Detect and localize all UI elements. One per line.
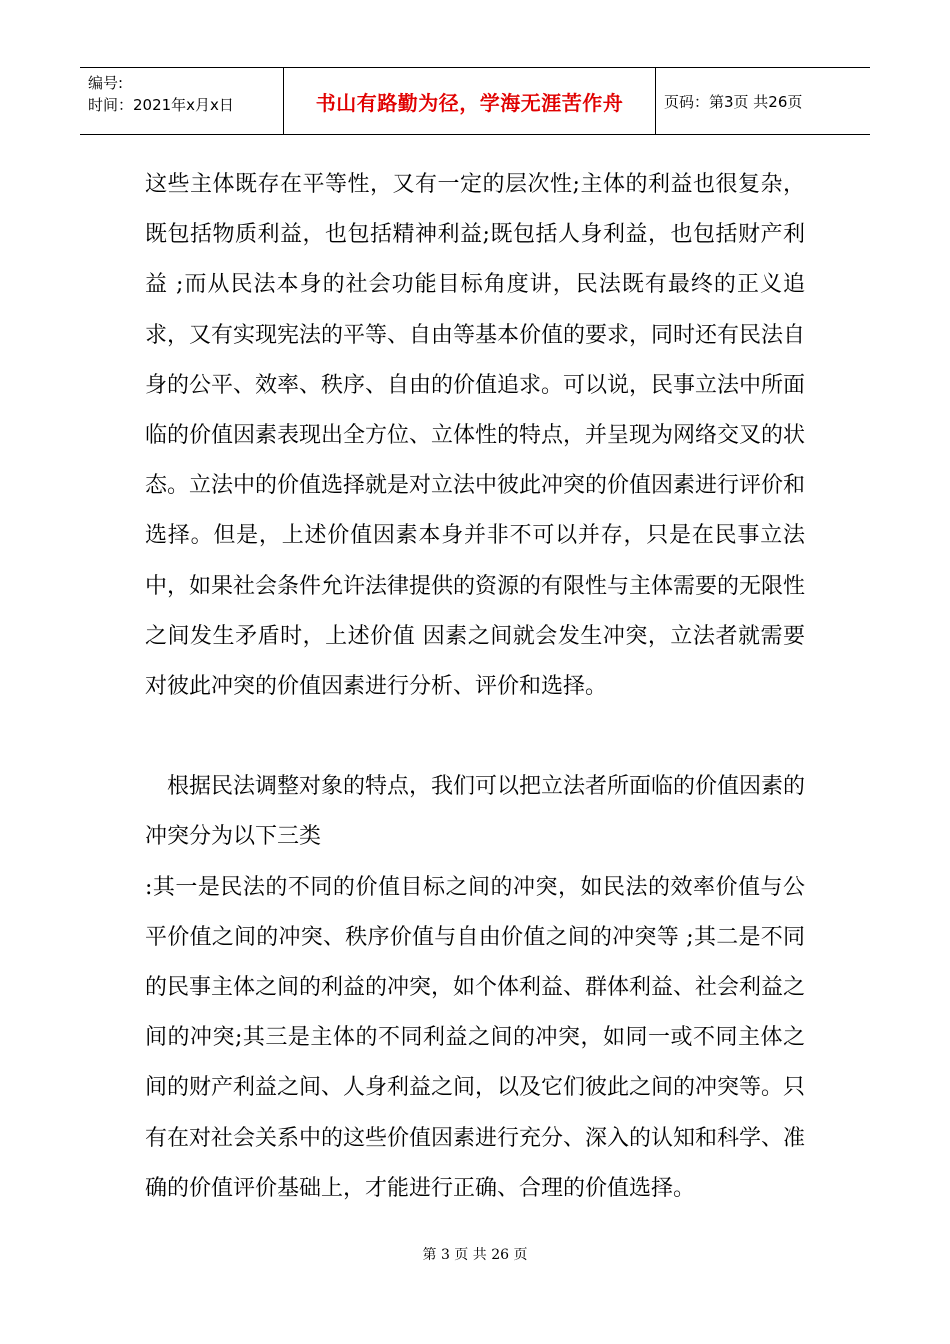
number-label: 编号: (88, 74, 124, 92)
page-footer (0, 1244, 950, 1264)
paragraph-1: 这些主体既存在平等性，又有一定的层次性;主体的利益也很复杂，既包括物质利益，也包括精神利益;既包括人身利益，也包括财产利益 ;而从民法本身的社会功能目标角度讲，民法既有最终的正义追求，又有实现宪法的平等、自由等基本价值的要求，同时还有民法自身的公平、效率、秩序、自由的价值追求。可以说，民事立法中所面临的价值因素表现出全方位、立体性的特点，并呈现为网络交叉的状态。立法中的价值选择就是对立法中彼此冲突的价值因素进行评价和选择。但是，上述价值因素本身并非不可以并存，只是在民事立法中，如果社会条件允许法律提供的资源的有限性与主体需要的无限性之间发生矛盾时，上述价值 因素之间就会发生冲突，立法者就需要对彼此冲突的价值因素进行分析、评价和选择。 (145, 172, 806, 700)
page-info-text: 页码：第3页 共26页 (664, 92, 803, 111)
document-body (145, 160, 805, 1214)
time-label: 时间：2021年x月x日 (88, 96, 234, 114)
motto-text: 书山有路勤为径，学海无涯苦作舟 (315, 90, 624, 115)
header-meta (80, 68, 284, 134)
paragraph-2: 根据民法调整对象的特点，我们可以把立法者所面临的价值因素的冲突分为以下三类 (145, 774, 806, 850)
footer-page-number: 第 3 页 共 26 页 (422, 1247, 528, 1263)
paragraph-spacer (145, 712, 805, 762)
header-motto (284, 68, 656, 134)
document-header (80, 67, 870, 135)
paragraph-3: :其一是民法的不同的价值目标之间的冲突，如民法的效率价值与公平价值之间的冲突、秩序价值与自由价值之间的冲突等 ;其二是不同的民事主体之间的利益的冲突，如个体利益、群体利益、社会利益之间的冲突;其三是主体的不同利益之间的冲突，如同一或不同主体之间的财产利益之间、人身利益之间，以及它们彼此之间的冲突等。只有在对社会关系中的这些价值因素进行充分、深入的认知和科学、准确的价值评价基础上，才能进行正确、合理的价值选择。 (145, 874, 806, 1201)
header-page-info (656, 68, 870, 134)
